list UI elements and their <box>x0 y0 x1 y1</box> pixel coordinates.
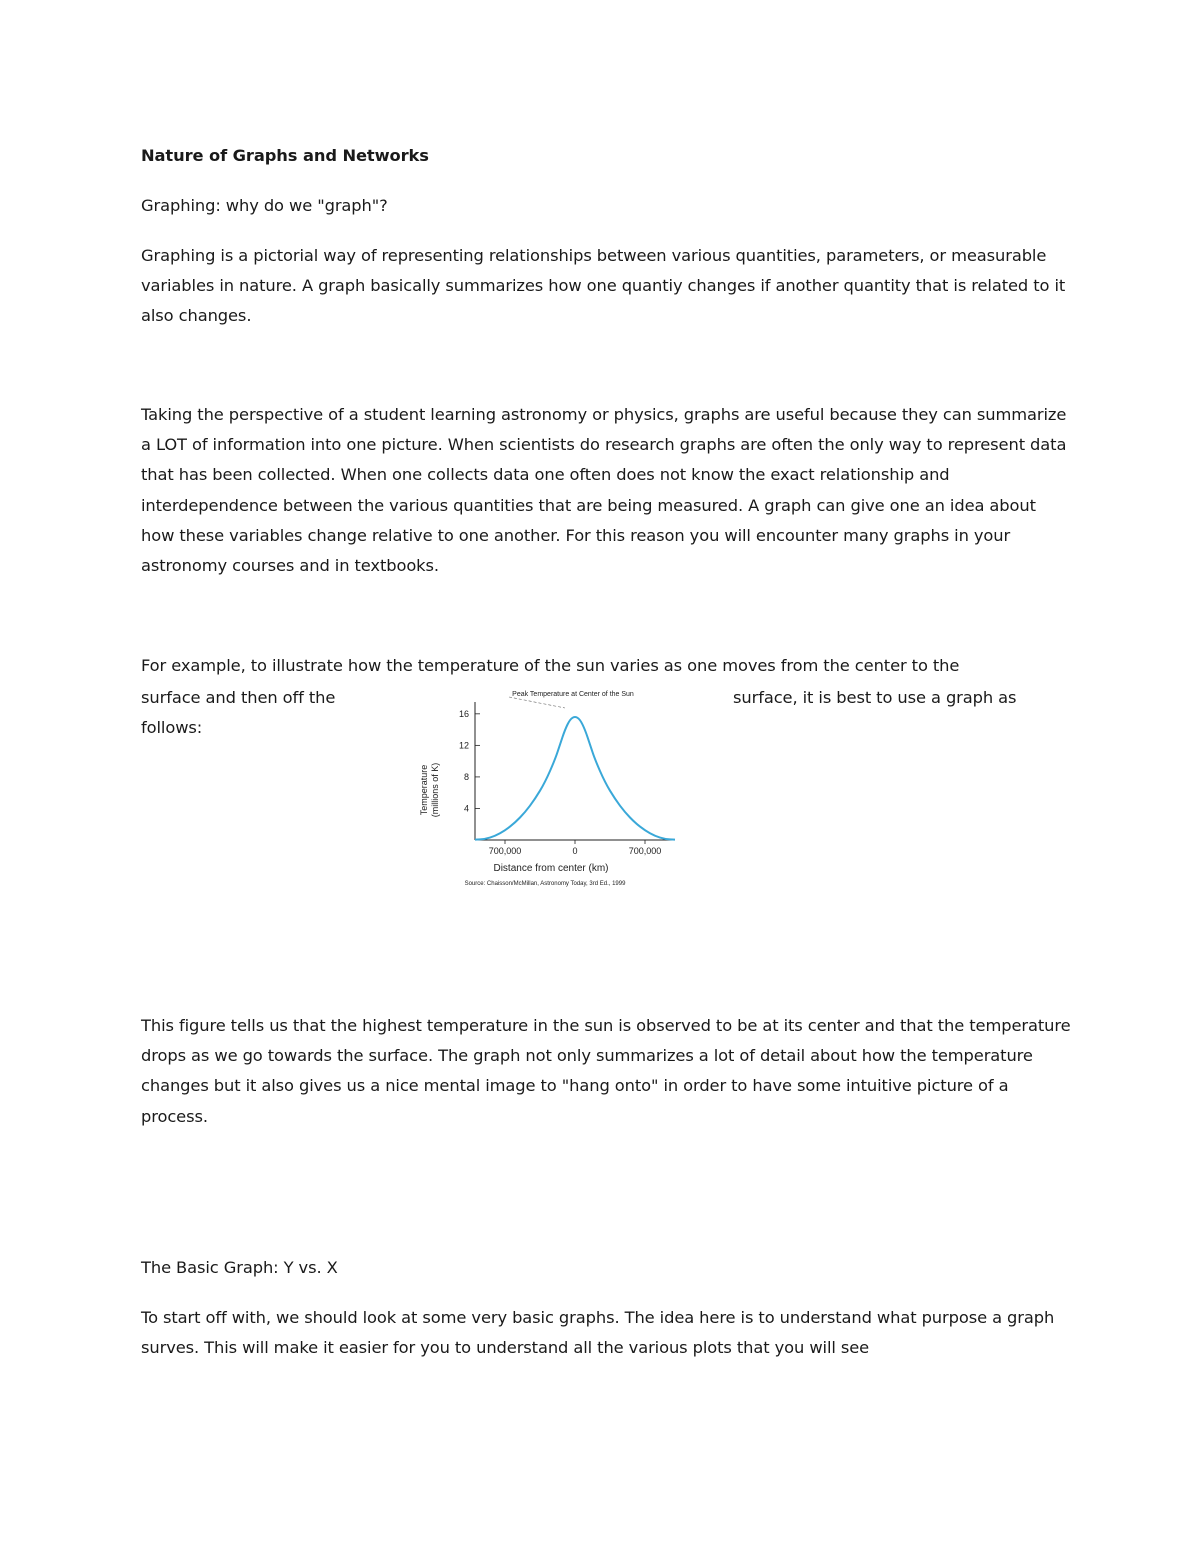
example-line-1: For example, to illustrate how the temperature of the sun varies as one moves from the center to the <box>141 656 960 675</box>
y-tick-label: 4 <box>463 803 469 814</box>
figure-source-note: Source: Chaisson/McMillan, Astronomy Today, 3rd Ed., 1999 <box>464 881 626 887</box>
figure-explanation-paragraph: This figure tells us that the highest temperature in the sun is observed to be at its center and that the temperature drops as we go towards the surface. The graph not only summarizes a lot of detail about how the temperature changes but it also gives us a nice mental image to "hang onto" in order to have some intuitive picture of a process. <box>141 1016 1071 1126</box>
x-tick-label: 700,000 <box>488 846 522 856</box>
y-tick-label: 12 <box>458 740 469 751</box>
chart-title: Peak Temperature at Center of the Sun <box>512 691 634 698</box>
y-tick-label: 16 <box>458 708 469 719</box>
y-axis-ticks <box>459 709 480 814</box>
document-title: Nature of Graphs and Networks <box>141 146 429 165</box>
start-paragraph: To start off with, we should look at some very basic graphs. The idea here is to understand what purpose a graph surves. This will make it easier for you to understand all the various plots that you will see <box>141 1308 1055 1358</box>
y-tick-label: 8 <box>463 771 469 782</box>
x-axis-label: Distance from center (km) <box>493 863 609 874</box>
x-tick-label: 0 <box>572 846 578 856</box>
x-axis-ticks <box>489 840 662 856</box>
title-leader-line <box>509 697 565 708</box>
x-tick-label: 700,000 <box>628 846 662 856</box>
temperature-curve <box>475 717 675 840</box>
graphing-question: Graphing: why do we "graph"? <box>141 196 388 215</box>
basic-graph-heading: The Basic Graph: Y vs. X <box>141 1258 338 1277</box>
example-line-2-right: surface, it is best to use a graph as <box>733 688 1017 707</box>
sun-temperature-chart <box>405 684 685 890</box>
intro-paragraph: Graphing is a pictorial way of representing relationships between various quantities, parameters, or measurable variables in nature. A graph basically summarizes how one quantiy changes if another quantity that is related to it also changes. <box>141 246 1066 326</box>
example-line-2-left: surface and then off the <box>141 688 336 707</box>
y-axis-label-line-1: Temperature <box>419 764 429 816</box>
example-line-3: follows: <box>141 718 203 737</box>
sun-temperature-figure <box>405 684 685 890</box>
y-axis-label-line-2: (millions of K) <box>430 762 440 818</box>
chart-axes <box>475 702 675 840</box>
perspective-paragraph: Taking the perspective of a student learning astronomy or physics, graphs are useful because they can summarize a LOT of information into one picture. When scientists do research graphs are often the only way to represent data that has been collected. When one collects data one often does not know the exact relationship and interdependence between the various quantities that are being measured. A graph can give one an idea about how these variables change relative to one another. For this reason you will encounter many graphs in your astronomy courses and in textbooks. <box>141 405 1067 576</box>
